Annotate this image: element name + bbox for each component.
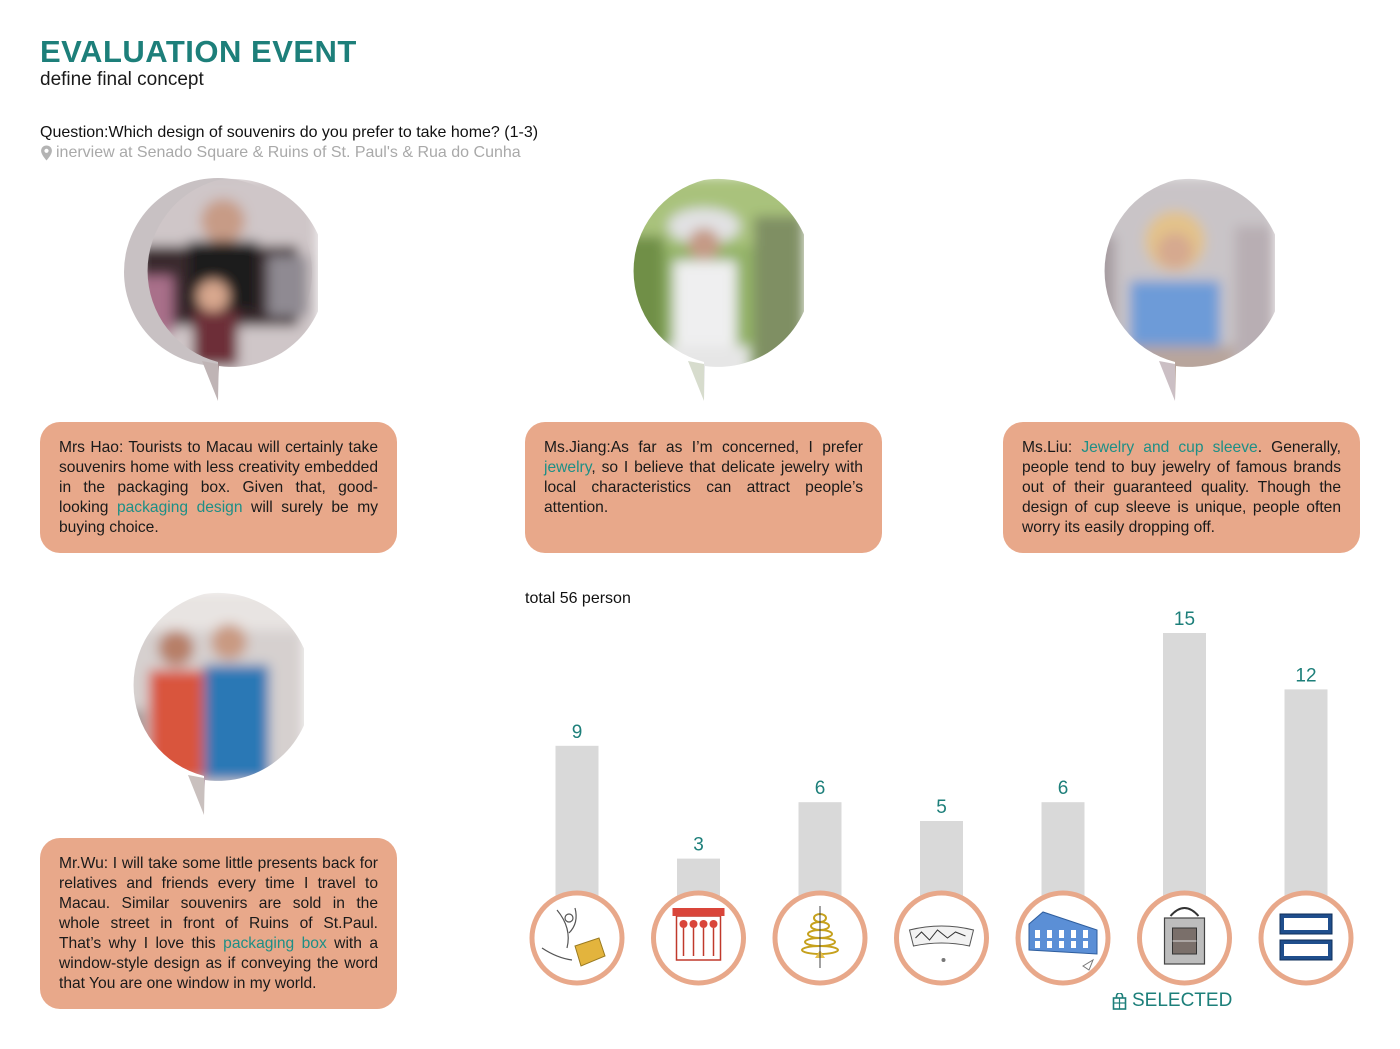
bar-value-label: 6 xyxy=(814,778,826,800)
highlight-text: packaging box xyxy=(223,935,327,952)
bar-necklace-bracelet xyxy=(556,746,599,915)
chart-title: total 56 person xyxy=(525,590,631,607)
highlight-text: jewelry xyxy=(544,459,592,476)
highlight-text: packaging design xyxy=(116,499,243,516)
bar-value-label: 5 xyxy=(936,797,947,818)
quote-text: . Generally, people tend to buy jewelry of famous brands out of their guaranteed quality. Though the design of cup sleeve is unique, people often worry its easily dropping off. xyxy=(1022,439,1342,536)
page-title: EVALUATION EVENT xyxy=(40,34,357,69)
quote-text: will surely be my buying choice. xyxy=(59,499,379,536)
quote-text: , so I believe that delicate jewelry with local characteristics can attract people’s attention. xyxy=(544,459,863,516)
quote-text: Mr.Wu: I will take some little presents back for relatives and friends every time I travel to Macau. Similar souvenirs are sold in the whole street in front of Ruins of St.Paul. That’s why I love this xyxy=(59,855,378,952)
survey-question: Question:Which design of souvenirs do you prefer to take home? (1-3) xyxy=(40,124,539,141)
bar-value-label: 15 xyxy=(1173,609,1196,630)
shopping-bag-icon xyxy=(1112,993,1127,1010)
location-text: inerview at Senado Square & Ruins of St. Paul's & Rua do Cunha xyxy=(56,144,521,161)
product-ring xyxy=(1261,893,1351,983)
bar-street-sign xyxy=(1285,689,1328,915)
selected-indicator xyxy=(1112,990,1232,1012)
bar-value-label: 6 xyxy=(1057,778,1069,800)
bar-value-label: 12 xyxy=(1295,665,1317,687)
page-subtitle: define final concept xyxy=(40,69,204,90)
highlight-text: Jewelry and cup sleeve xyxy=(1081,439,1258,456)
bar-window-box xyxy=(1163,633,1206,915)
product-icon-red-box xyxy=(673,908,725,960)
bar-value-label: 9 xyxy=(571,721,583,743)
quote-text: with a window-style design as if conveying the word that You are one window in my world. xyxy=(59,935,378,992)
quote-text: Mrs Hao: Tourists to Macau will certainly take souvenirs home with less creativity embedded in the packaging box. Given that, good-looking xyxy=(59,439,378,516)
bar-value-label: 3 xyxy=(693,834,704,856)
quote-text: Ms.Liu: xyxy=(1022,439,1082,456)
selected-label: SELECTED xyxy=(1132,990,1233,1011)
product-ring xyxy=(532,893,622,983)
quote-text: Ms.Jiang:As far as I’m concerned, I prefer xyxy=(544,439,863,456)
